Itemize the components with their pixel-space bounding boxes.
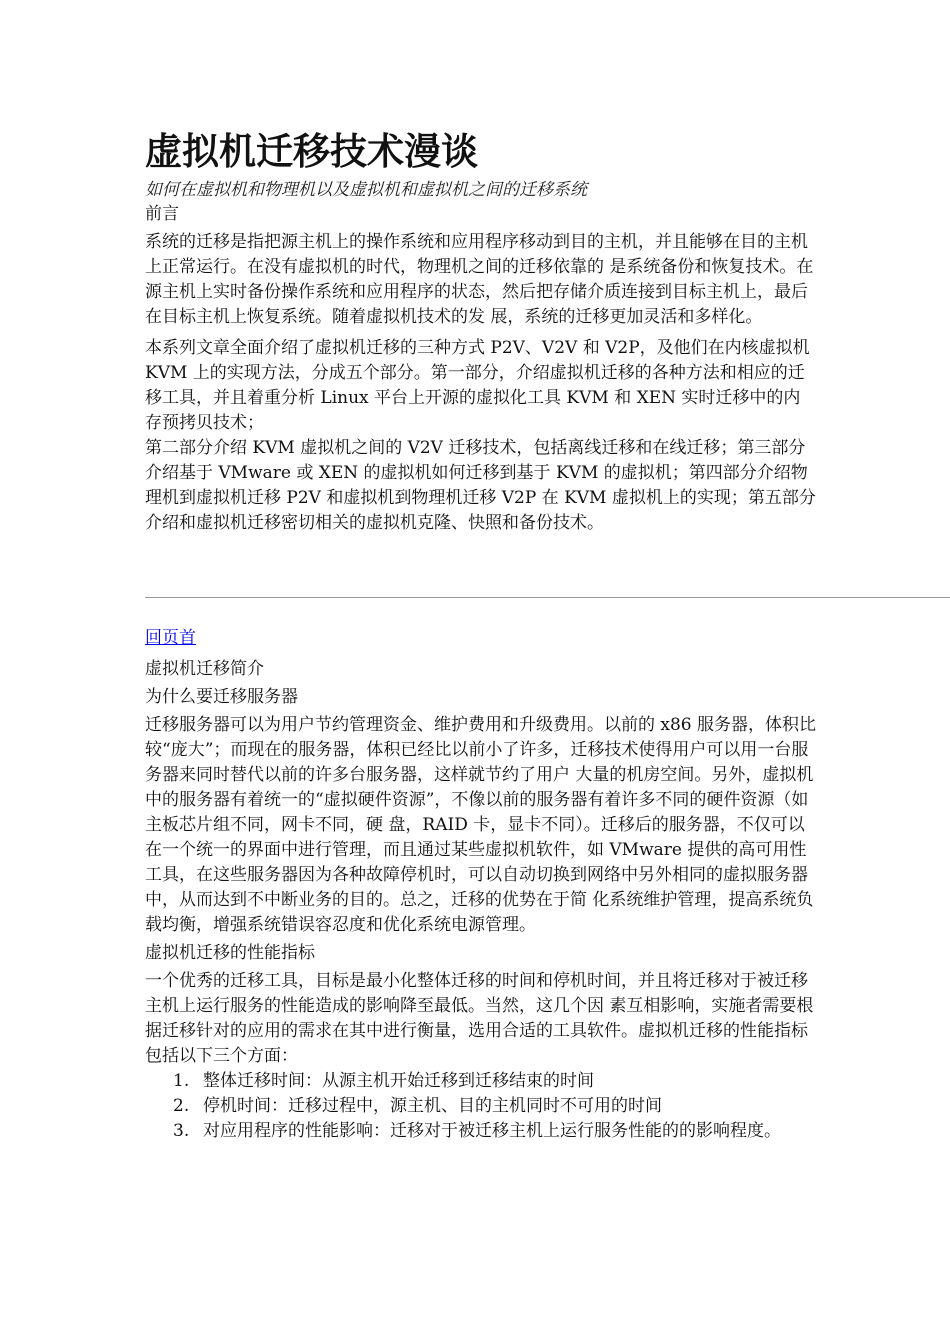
why-migrate-paragraph: 迁移服务器可以为用户节约管理资金、维护费用和升级费用。以前的 x86 服务器，体积比较“庞大”；而现在的服务器，体积已经比以前小了许多，迁移技术使得用户可以用一台服务器来同时替代以前的许多台服务器，这样就节约了用户 大量的机房空间。另外，虚拟机中的服务器有着统一的“虚拟硬件资源”，不像以前的服务器有着许多不同的硬件资源（如主板芯片组不同，网卡不同，硬 盘，RAID 卡，显卡不同）。迁移后的服务器，不仅可以在一个统一的界面中进行管理，而且通过某些虚拟机软件，如 VMware 提供的高可用性工具，在这些服务器因为各种故障停机时，可以自动切换到网络中另外相同的虚拟服务器中，从而达到不中断业务的目的。总之，迁移的优势在于简 化系统维护管理，提高系统负载均衡，增强系统错误容忍度和优化系统电源管理。 (145, 715, 817, 935)
horizontal-divider (145, 597, 950, 598)
preface-paragraph-1: 系统的迁移是指把源主机上的操作系统和应用程序移动到目的主机，并且能够在目的主机上正常运行。在没有虚拟机的时代，物理机之间的迁移依靠的 是系统备份和恢复技术。在源主机上实时备份操作系统和应用程序的状态，然后把存储介质连接到目标主机上，最后在目标主机上恢复系统。随着虚拟机技术的发 展，系统的迁移更加灵活和多样化。 (145, 232, 814, 327)
performance-paragraph: 一个优秀的迁移工具，目标是最小化整体迁移的时间和停机时间，并且将迁移对于被迁移主机上运行服务的性能造成的影响降至最低。当然，这几个因 素互相影响，实施者需要根据迁移针对的应用的需求在其中进行衡量，选用合适的工具软件。虚拟机迁移的性能指标包括以下三个方面： (145, 971, 814, 1066)
list-item (145, 1069, 817, 1094)
list-item-text: 整体迁移时间：从源主机开始迁移到迁移结束的时间 (203, 1071, 594, 1091)
why-migrate-heading: 为什么要迁移服务器 (145, 687, 298, 707)
list-item-number: 1. (173, 1071, 190, 1091)
article-body (145, 626, 817, 1144)
article-header (145, 128, 817, 536)
list-item-text: 停机时间：迁移过程中，源主机、目的主机同时不可用的时间 (203, 1096, 662, 1116)
preface-paragraph-3: 第二部分介绍 KVM 虚拟机之间的 V2V 迁移技术，包括离线迁移和在线迁移；第三部分介绍基于 VMware 或 XEN 的虚拟机如何迁移到基于 KVM 的虚拟机；第四部分介绍物理机到虚拟机迁移 P2V 和虚拟机到物理机迁移 V2P 在 KVM 虚拟机上的实现；第五部分介绍和虚拟机迁移密切相关的虚拟机克隆、快照和备份技术。 (145, 438, 816, 533)
preface-paragraph-2: 本系列文章全面介绍了虚拟机迁移的三种方式 P2V、V2V 和 V2P，及他们在内核虚拟机 KVM 上的实现方法，分成五个部分。第一部分，介绍虚拟机迁移的各种方法和相应的迁移工具，并且着重分析 Linux 平台上开源的虚拟化工具 KVM 和 XEN 实时迁移中的内存预拷贝技术； (145, 338, 810, 433)
performance-heading: 虚拟机迁移的性能指标 (145, 943, 315, 963)
performance-list (145, 1069, 817, 1144)
list-item-number: 3. (173, 1121, 190, 1141)
page-title: 虚拟机迁移技术漫谈 (145, 130, 478, 173)
list-item (145, 1094, 817, 1119)
preface-heading: 前言 (145, 204, 179, 224)
list-item-text: 对应用程序的性能影响：迁移对于被迁移主机上运行服务性能的的影响程度。 (203, 1121, 781, 1141)
back-to-top-link[interactable]: 回页首 (145, 628, 196, 648)
list-item (145, 1119, 817, 1144)
page-subtitle: 如何在虚拟机和物理机以及虚拟机和虚拟机之间的迁移系统 (145, 180, 587, 200)
list-item-number: 2. (173, 1096, 190, 1116)
section-heading: 虚拟机迁移简介 (145, 659, 264, 679)
